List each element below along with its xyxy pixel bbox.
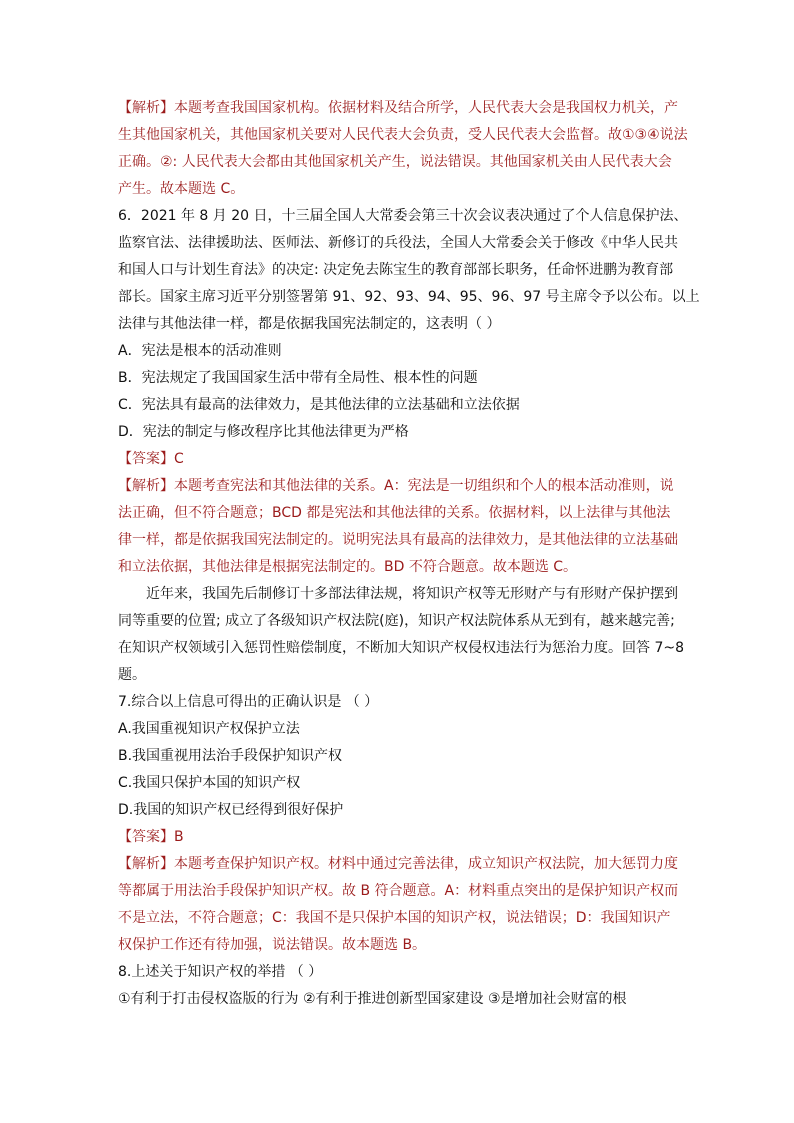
material-line: 同等重要的位置; 成立了各级知识产权法院(庭)，知识产权法院体系从无到有，越来越完善; xyxy=(118,613,675,629)
question-7-stem: 7.综合以上信息可得出的正确认识是 （ ） xyxy=(118,694,379,710)
question-6-stem-line: 部长。国家主席习近平分别签署第 91、92、93、94、95、96、97 号主席令予以公布。以上 xyxy=(118,289,700,305)
question-6-analysis-line: 【解析】本题考查宪法和其他法律的关系。A：宪法是一切组织和个人的根本活动准则，说 xyxy=(118,478,674,494)
question-7-answer: 【答案】B xyxy=(118,829,184,845)
question-6-analysis-line: 和立法依据，其他法律是根据宪法制定的。BD 不符合题意。故本题选 C。 xyxy=(118,559,578,575)
question-7-analysis-line: 等都属于用法治手段保护知识产权。故 B 符合题意。A：材料重点突出的是保护知识产权而 xyxy=(118,883,679,899)
question-6-stem-line: 和国人口与计划生育法》的决定: 决定免去陈宝生的教育部部长职务，任命怀进鹏为教育部 xyxy=(118,262,674,278)
material-line: 在知识产权领域引入惩罚性赔偿制度，不断加大知识产权侵权违法行为惩治力度。回答 7~8 xyxy=(118,640,684,656)
analysis-q5-line: 生其他国家机关，其他国家机关要对人民代表大会负责，受人民代表大会监督。故①③④说法 xyxy=(118,127,688,143)
question-6-analysis-line: 法正确，但不符合题意；BCD 都是宪法和其他法律的关系。依据材料，以上法律与其他法 xyxy=(118,505,671,521)
question-7-option-a: A.我国重视知识产权保护立法 xyxy=(118,721,300,737)
question-6-option-d: D．宪法的制定与修改程序比其他法律更为严格 xyxy=(118,424,409,440)
question-7-analysis-line: 权保护工作还有待加强，说法错误。故本题选 B。 xyxy=(118,937,427,953)
question-6-stem-line: 监察官法、法律援助法、医师法、新修订的兵役法，全国人大常委会关于修改《中华人民共 xyxy=(118,235,678,251)
question-6-stem-line: 6．2021 年 8 月 20 日，十三届全国人大常委会第三十次会议表决通过了个人信息保护法、 xyxy=(118,208,688,224)
question-7-analysis-line: 【解析】本题考查保护知识产权。材料中通过完善法律，成立知识产权法院，加大惩罚力度 xyxy=(118,856,678,872)
question-6-stem-line: 法律与其他法律一样，都是依据我国宪法制定的，这表明（ ） xyxy=(118,316,501,332)
question-8-stem: 8.上述关于知识产权的举措 （ ） xyxy=(118,964,323,980)
question-6-option-b: B．宪法规定了我国国家生活中带有全局性、根本性的问题 xyxy=(118,370,478,386)
analysis-q5-line: 产生。故本题选 C。 xyxy=(118,181,245,197)
question-6-answer: 【答案】C xyxy=(118,451,184,467)
question-8-items: ①有利于打击侵权盗版的行为 ②有利于推进创新型国家建设 ③是增加社会财富的根 xyxy=(118,991,627,1007)
material-line: 近年来，我国先后制修订十多部法律法规，将知识产权等无形财产与有形财产保护摆到 xyxy=(146,586,678,602)
question-7-option-b: B.我国重视用法治手段保护知识产权 xyxy=(118,748,343,764)
question-7-analysis-line: 不是立法，不符合题意；C：我国不是只保护本国的知识产权，说法错误；D：我国知识产 xyxy=(118,910,671,926)
analysis-q5-line: 正确。②: 人民代表大会都由其他国家机关产生，说法错误。其他国家机关由人民代表大会 xyxy=(118,154,672,170)
material-line: 题。 xyxy=(118,667,146,683)
question-6-analysis-line: 律一样，都是依据我国宪法制定的。说明宪法具有最高的法律效力，是其他法律的立法基础 xyxy=(118,532,678,548)
question-7-option-c: C.我国只保护本国的知识产权 xyxy=(118,775,301,791)
question-7-option-d: D.我国的知识产权已经得到很好保护 xyxy=(118,802,344,818)
question-6-option-c: C．宪法具有最高的法律效力，是其他法律的立法基础和立法依据 xyxy=(118,397,520,413)
analysis-q5-line: 【解析】本题考查我国国家机构。依据材料及结合所学，人民代表大会是我国权力机关，产 xyxy=(118,100,678,116)
question-6-option-a: A．宪法是根本的活动准则 xyxy=(118,343,282,359)
